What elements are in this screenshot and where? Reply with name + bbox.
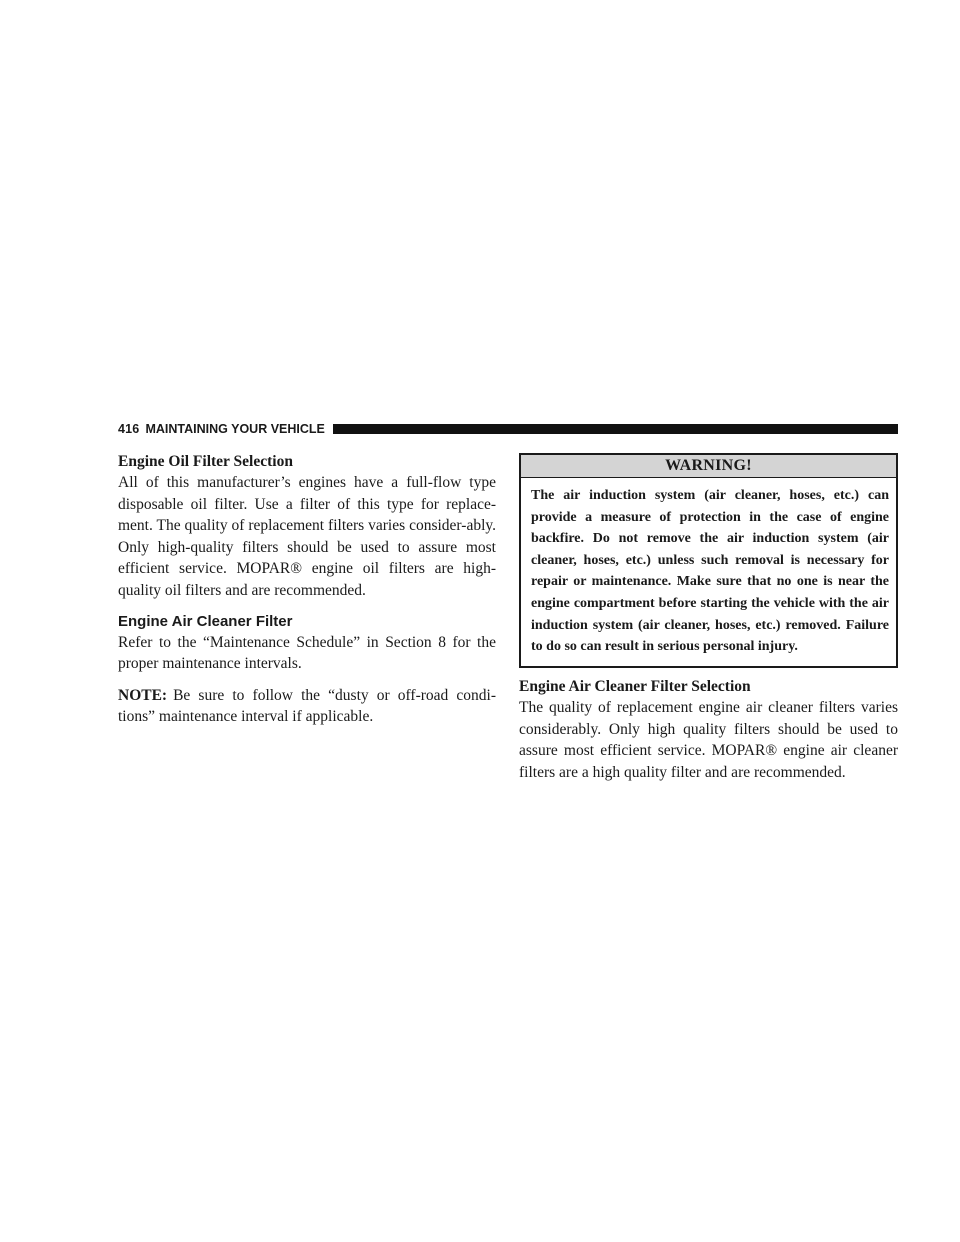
note-paragraph (118, 685, 496, 728)
warning-box (519, 453, 898, 668)
air-filter-selection-heading: Engine Air Cleaner Filter Selection (519, 678, 751, 695)
air-filter-selection-paragraph: The quality of replacement engine air cleaner filters varies considerably. Only high quality filters should be used to assure most efficient service. MOPAR® engine air cleaner filters are a high quality filter and are recommended. (519, 699, 898, 781)
warning-text: The air induction system (air cleaner, hoses, etc.) can provide a measure of protection in the case of engine backfire. Do not remove the air induction system (air cleaner, hoses, etc.) unless such removal is necessary for repair or maintenance. Make sure that no one is near the engine compartment before starting the vehicle with the air induction system (air cleaner, hoses, etc.) removed. Failure to do so can result in serious personal injury. (531, 488, 889, 655)
section-title: MAINTAINING YOUR VEHICLE (145, 422, 325, 436)
warning-title: WARNING! (521, 455, 896, 478)
oil-filter-heading: Engine Oil Filter Selection (118, 453, 293, 470)
header-rule (333, 424, 898, 434)
left-column (118, 451, 496, 728)
page-number: 416 (118, 422, 140, 436)
oil-filter-paragraph: All of this manufacturer’s engines have a full-flow type disposable oil filter. Use a filter of this type for replace-ment. The quality of replacement filters varies consider-ably. Only high-quality filters should be used to assure most efficient service. MOPAR® engine oil filters are high-quality oil filters and are recommended. (118, 474, 496, 599)
air-filter-paragraph: Refer to the “Maintenance Schedule” in Section 8 for the proper maintenance intervals. (118, 633, 496, 673)
right-column (519, 453, 898, 783)
page-header (118, 420, 898, 438)
air-filter-heading: Engine Air Cleaner Filter (118, 612, 293, 630)
note-label: NOTE: (118, 686, 168, 704)
note-text: Be sure to follow the “dusty or off-road condi-tions” maintenance interval if applicable. (118, 686, 496, 726)
